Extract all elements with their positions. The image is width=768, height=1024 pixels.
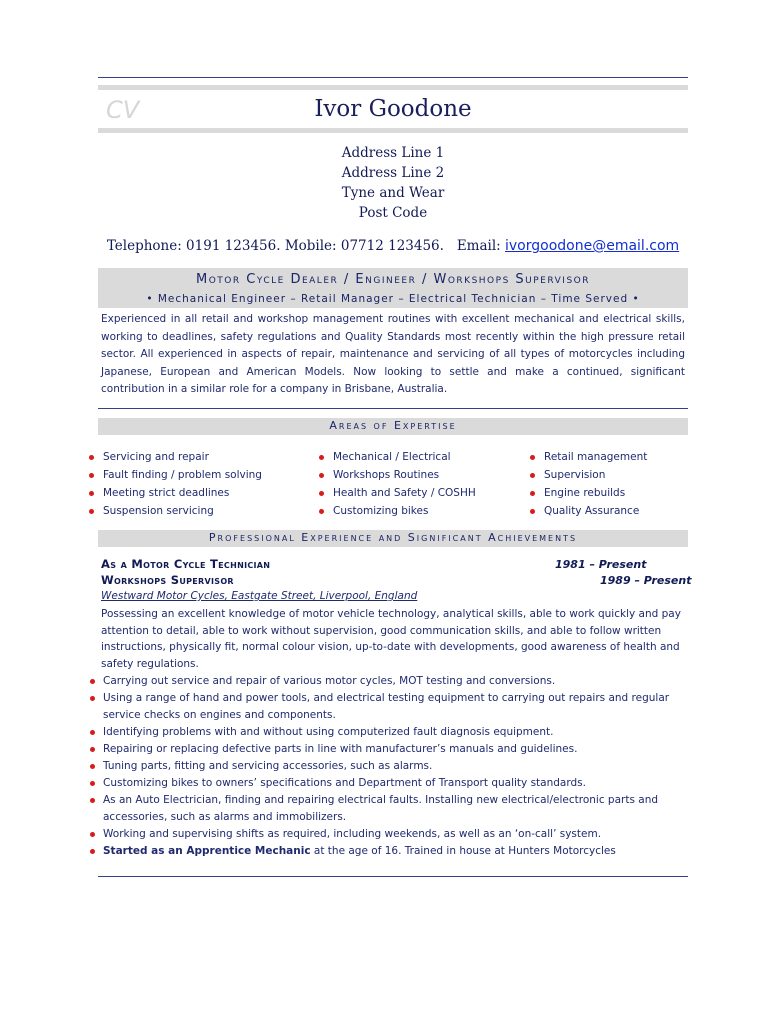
cv-header — [98, 90, 688, 130]
job-role-technician: As a Motor Cycle Technician — [101, 557, 271, 571]
skill-item: Mechanical / Electrical — [319, 448, 476, 466]
bullet-icon — [90, 849, 95, 854]
profile-summary: Experienced in all retail and workshop management routines with excellent mechanical and electrical skills, working to deadlines, safety regulations and Quality Standards most recently within the high pressure retail sector. All experienced in aspects of repair, maintenance and servicing of all types of motorcycles including Japanese, European and American Models. Now looking to settle and make a continued, significant contribution in a similar role for a company in Brisbane, Australia. — [101, 313, 685, 395]
bullet-icon — [90, 747, 95, 752]
email-label: Email: — [456, 238, 501, 254]
expertise-column-3 — [530, 448, 647, 520]
bullet-icon — [90, 696, 95, 701]
bullet-icon — [90, 798, 95, 803]
job-title: Motor Cycle Dealer / Engineer / Workshops Supervisor — [195, 272, 590, 287]
job-date-supervisor: 1989 – Present — [600, 574, 692, 587]
job-title-band — [98, 268, 688, 308]
skill-item: Health and Safety / COSHH — [319, 484, 476, 502]
skill-item: Servicing and repair — [89, 448, 262, 466]
bullet-icon — [530, 455, 535, 460]
bullet-icon — [89, 455, 94, 460]
expertise-column-1 — [89, 448, 262, 520]
duties-list — [88, 673, 688, 860]
address-line: Tyne and Wear — [341, 185, 445, 201]
job-role-supervisor: Workshops Supervisor — [101, 573, 234, 587]
bullet-icon — [89, 509, 94, 514]
top-rule — [98, 77, 688, 78]
address-line: Address Line 2 — [341, 165, 445, 181]
duty-item: Repairing or replacing defective parts in line with manufacturer’s manuals and guidelines. — [88, 741, 688, 758]
duty-item: Customizing bikes to owners’ specifications and Department of Transport quality standards. — [88, 775, 688, 792]
skill-item: Engine rebuilds — [530, 484, 647, 502]
phone-numbers: Telephone: 0191 123456. Mobile: 07712 123456. — [106, 238, 444, 254]
expertise-band — [98, 418, 688, 435]
job-date-technician: 1981 – Present — [555, 558, 647, 571]
summary-rule — [98, 408, 688, 409]
contact-line — [98, 238, 688, 254]
skill-item: Quality Assurance — [530, 502, 647, 520]
job-intro: Possessing an excellent knowledge of motor vehicle technology, analytical skills, able to work quickly and pay attention to detail, able to work without supervision, good communication skills, and able to follow written instructions, physically fit, normal colour vision, up-to-date with developments, good awareness of health and safety regulations. — [101, 608, 681, 670]
roles-line: • Mechanical Engineer – Retail Manager – Electrical Technician – Time Served • — [146, 293, 640, 305]
bullet-icon — [90, 781, 95, 786]
duty-item: Tuning parts, fitting and servicing accessories, such as alarms. — [88, 758, 688, 775]
bullet-icon — [530, 473, 535, 478]
bullet-icon — [530, 491, 535, 496]
bullet-icon — [319, 491, 324, 496]
bullet-icon — [90, 764, 95, 769]
bullet-icon — [319, 509, 324, 514]
bullet-icon — [319, 473, 324, 478]
expertise-title: Areas of Expertise — [329, 419, 457, 432]
bullet-icon — [530, 509, 535, 514]
duty-item: Working and supervising shifts as required, including weekends, as well as an ‘on-call’ system. — [88, 826, 688, 843]
skill-item: Meeting strict deadlines — [89, 484, 262, 502]
experience-band — [98, 530, 688, 547]
skill-item: Customizing bikes — [319, 502, 476, 520]
duty-item-apprentice: Started as an Apprentice Mechanic at the age of 16. Trained in house at Hunters Motorcycles — [88, 843, 688, 860]
experience-title: Professional Experience and Significant Achievements — [208, 531, 578, 544]
expertise-column-2 — [319, 448, 476, 520]
bullet-icon — [90, 730, 95, 735]
duty-item: Carrying out service and repair of various motor cycles, MOT testing and conversions. — [88, 673, 688, 690]
address-line: Post Code — [358, 205, 428, 221]
cv-watermark: CV — [106, 96, 140, 124]
bullet-icon — [90, 832, 95, 837]
candidate-name: Ivor Goodone — [314, 96, 472, 122]
duty-item: As an Auto Electrician, finding and repairing electrical faults. Installing new electrical/electronic parts and accessories, such as alarms and immobilizers. — [88, 792, 688, 826]
employer-address: Westward Motor Cycles, Eastgate Street, Liverpool, England — [101, 590, 418, 602]
skill-item: Suspension servicing — [89, 502, 262, 520]
email-link[interactable]: ivorgoodone@email.com — [505, 238, 680, 254]
bullet-icon — [90, 679, 95, 684]
apprentice-highlight: Started as an Apprentice Mechanic — [103, 845, 311, 857]
bullet-icon — [89, 473, 94, 478]
bullet-icon — [89, 491, 94, 496]
skill-item: Workshops Routines — [319, 466, 476, 484]
address-line: Address Line 1 — [341, 145, 445, 161]
bullet-icon — [319, 455, 324, 460]
duty-item: Identifying problems with and without using computerized fault diagnosis equipment. — [88, 724, 688, 741]
bottom-rule — [98, 876, 688, 877]
skill-item: Retail management — [530, 448, 647, 466]
address-block — [98, 143, 688, 223]
duty-item: Using a range of hand and power tools, and electrical testing equipment to carrying out repairs and regular service checks on engines and components. — [88, 690, 688, 724]
skill-item: Supervision — [530, 466, 647, 484]
skill-item: Fault finding / problem solving — [89, 466, 262, 484]
